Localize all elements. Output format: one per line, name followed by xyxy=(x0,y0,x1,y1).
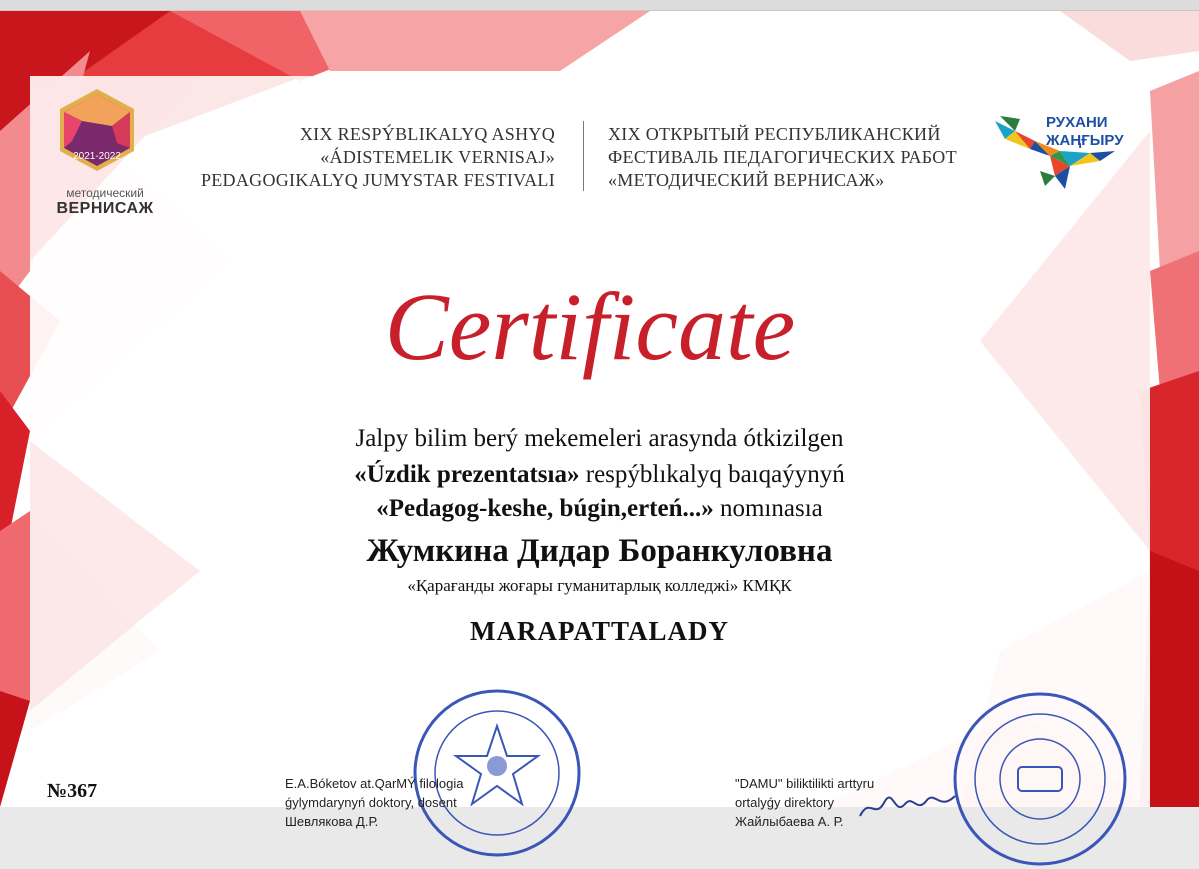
left-signatory-line2: ǵylymdarynyń doktory, dosent xyxy=(285,795,457,810)
right-signatory-line1: "DAMU" biliktilikti arttyru xyxy=(735,776,875,791)
header-divider xyxy=(583,121,584,191)
browser-top-strip xyxy=(0,0,1199,11)
nomination-suffix: nomınasıa xyxy=(713,495,823,522)
logo-subtitle: методический xyxy=(66,186,144,200)
festival-kz-line3: PEDAGOGIKALYQ JUMYSTAR FESTIVALI xyxy=(200,170,555,190)
festival-kz-line2: «ÁDISTEMELIK VERNISAJ» xyxy=(320,147,555,167)
rukhani-line1: РУХАНИ xyxy=(1046,114,1108,131)
festival-title-kazakh xyxy=(180,123,555,192)
nomination-line xyxy=(0,495,1199,523)
competition-description: Jalpy bilim berý mekemeleri arasynda ótkizilgen xyxy=(355,425,844,452)
award-text: MARAPATTALADY xyxy=(470,616,729,646)
festival-title-russian xyxy=(608,123,988,192)
festival-kz-line1: XIX RESPÝBLIKALYQ ASHYQ xyxy=(299,124,555,144)
rukhani-line2: ЖАҢҒЫРУ xyxy=(1046,132,1124,149)
certificate-title-text: Certificate xyxy=(384,273,796,380)
certificate-title xyxy=(350,251,830,391)
competition-suffix: respýblıkalyq baıqaýynyń xyxy=(579,461,845,488)
damu-stamp xyxy=(950,689,1130,869)
festival-ru-line2: ФЕСТИВАЛЬ ПЕДАГОГИЧЕСКИХ РАБОТ xyxy=(608,147,957,167)
left-signatory xyxy=(285,774,463,831)
right-signatory-line3: Жайлыбаева А. Р. xyxy=(735,814,844,829)
right-signatory xyxy=(735,774,874,831)
competition-name: «Úzdik prezentatsıa» xyxy=(354,461,580,488)
logo-year: 2021-2022 xyxy=(73,151,121,162)
right-signatory-line2: ortalyǵy direktory xyxy=(735,795,834,810)
certificate-page xyxy=(0,11,1199,829)
left-signatory-line3: Шевлякова Д.Р. xyxy=(285,814,379,829)
recipient-name: Жумкина Дидар Боранкуловна xyxy=(366,533,833,569)
left-signatory-line1: E.A.Bóketov at.QarMÝ filologia xyxy=(285,776,464,791)
certificate-number: №367 xyxy=(47,780,98,802)
festival-ru-line1: XIX ОТКРЫТЫЙ РЕСПУБЛИКАНСКИЙ xyxy=(608,124,941,144)
logo-name: ВЕРНИСАЖ xyxy=(56,200,154,217)
competition-name-line xyxy=(0,461,1199,489)
nomination-name: «Pedagog-keshe, búgin,erteń...» xyxy=(376,495,714,522)
festival-ru-line3: «МЕТОДИЧЕСКИЙ ВЕРНИСАЖ» xyxy=(608,170,885,190)
recipient-organization: «Қарағанды жоғары гуманитарлық колледжі» КМҚК xyxy=(407,576,792,595)
rukhani-zhangyru-text xyxy=(1046,114,1146,150)
